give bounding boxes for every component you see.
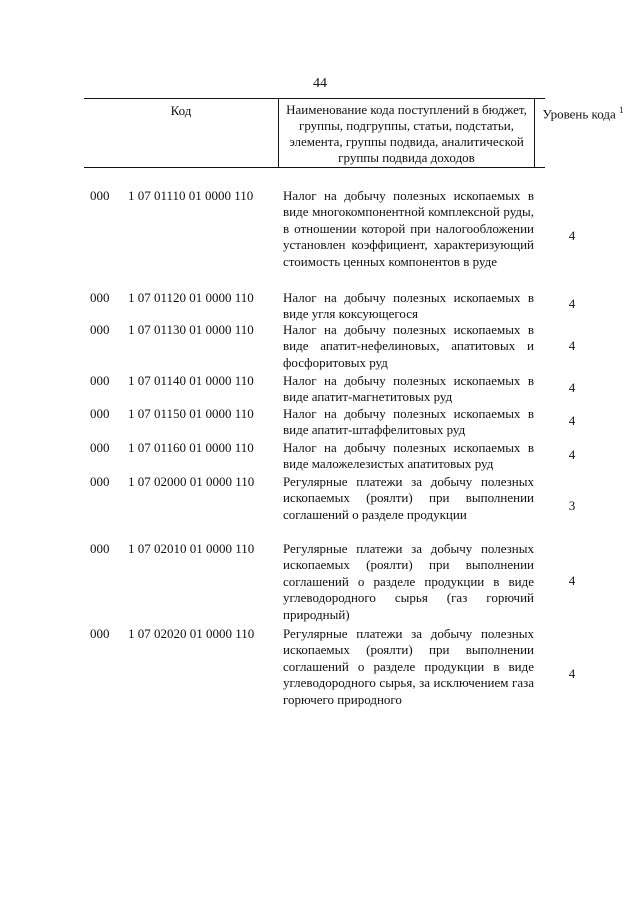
admin-code: 000 — [90, 626, 110, 641]
code-level: 4 — [568, 338, 576, 353]
admin-code: 000 — [90, 188, 110, 203]
revenue-code: 1 07 02020 01 0000 110 — [128, 626, 255, 641]
revenue-name: Налог на добычу полезных ископаемых в виде маложелезистых апатитовых руд — [283, 440, 534, 472]
code-level: 4 — [568, 413, 576, 428]
header-level-label: Уровень кода — [542, 106, 616, 122]
admin-code: 000 — [90, 406, 110, 421]
header-code: Код — [170, 103, 192, 118]
admin-code: 000 — [90, 290, 110, 305]
admin-code: 000 — [90, 440, 110, 455]
code-level: 4 — [568, 380, 576, 395]
revenue-name: Налог на добычу полезных ископаемых в виде апатит-магнетитовых руд — [283, 373, 534, 405]
table-header — [84, 98, 624, 168]
revenue-code: 1 07 01110 01 0000 110 — [128, 188, 254, 203]
revenue-name: Регулярные платежи за добычу полезных ископаемых (роялти) при выполнении соглашений о разделе продукции в виде углеводородного сырья (газ горючий природный) — [283, 541, 534, 622]
code-level: 4 — [568, 228, 576, 243]
revenue-name: Регулярные платежи за добычу полезных ископаемых (роялти) при выполнении соглашений о разделе продукции — [283, 474, 534, 522]
header-name: Наименование кода поступлений в бюджет, группы, подгруппы, статьи, подстатьи, элемента, группы подвида, аналитической группы подвида доходов — [278, 99, 534, 167]
revenue-code: 1 07 01160 01 0000 110 — [128, 440, 254, 455]
code-level: 4 — [568, 573, 576, 588]
revenue-name: Налог на добычу полезных ископаемых в виде многокомпонентной комплексной руды, в отношении которой при налогообложении установлен коэффициент, характеризующий стоимость ценных компонентов в руде — [283, 188, 534, 269]
revenue-code: 1 07 01120 01 0000 110 — [128, 290, 254, 305]
revenue-name: Налог на добычу полезных ископаемых в виде апатит-штаффелитовых руд — [283, 406, 534, 438]
code-level: 4 — [568, 447, 576, 462]
code-level: 4 — [568, 296, 576, 311]
page-number: 44 — [313, 76, 327, 91]
admin-code: 000 — [90, 541, 110, 556]
revenue-name: Налог на добычу полезных ископаемых в виде угля коксующегося — [283, 290, 534, 322]
revenue-name: Налог на добычу полезных ископаемых в виде апатит-нефелиновых, апатитовых и фосфоритовых руд — [283, 322, 534, 370]
revenue-code: 1 07 01130 01 0000 110 — [128, 322, 254, 337]
revenue-code: 1 07 02010 01 0000 110 — [128, 541, 255, 556]
code-level: 3 — [568, 498, 576, 513]
header-level-footnote: 1 — [618, 105, 624, 115]
revenue-code: 1 07 01140 01 0000 110 — [128, 373, 254, 388]
code-level: 4 — [568, 666, 576, 681]
admin-code: 000 — [90, 474, 110, 489]
revenue-name: Регулярные платежи за добычу полезных ископаемых (роялти) при выполнении соглашений о разделе продукции в виде углеводородного сырья, за исключением газа горючего природного — [283, 626, 534, 707]
admin-code: 000 — [90, 373, 110, 388]
admin-code: 000 — [90, 322, 110, 337]
revenue-code: 1 07 02000 01 0000 110 — [128, 474, 255, 489]
header-level — [534, 99, 631, 167]
revenue-code: 1 07 01150 01 0000 110 — [128, 406, 254, 421]
